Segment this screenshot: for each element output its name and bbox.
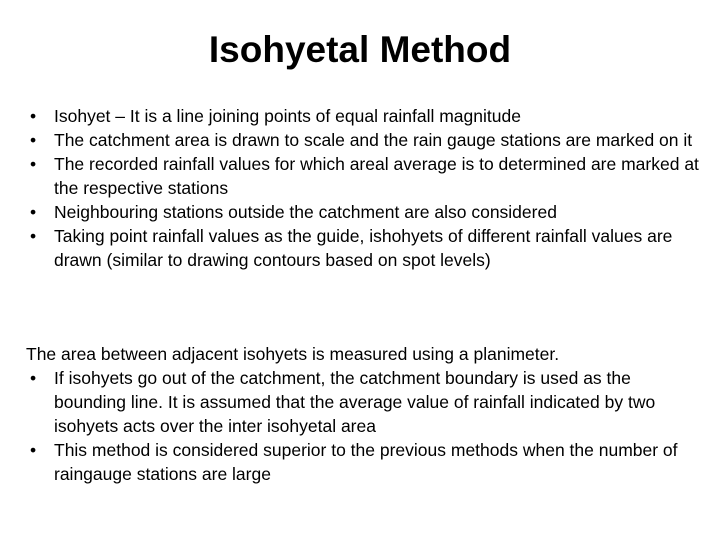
bullet-text: This method is considered superior to the previous methods when the number of raingauge stations are large bbox=[54, 440, 678, 484]
bullet-dot: • bbox=[30, 130, 37, 150]
bullet-dot: • bbox=[30, 440, 37, 460]
bullet-dot: • bbox=[30, 368, 37, 388]
slide-title: Isohyetal Method bbox=[208, 29, 512, 70]
bullet-dot: • bbox=[30, 106, 37, 126]
bullet-dot: • bbox=[30, 226, 37, 246]
bullet-dot: • bbox=[30, 154, 37, 174]
bullet-text: The catchment area is drawn to scale and the rain gauge stations are marked on it bbox=[54, 130, 693, 150]
bullet-item bbox=[30, 104, 702, 128]
paragraph-planimeter: The area between adjacent isohyets is measured using a planimeter. bbox=[26, 344, 560, 364]
bullet-text: Taking point rainfall values as the guide, ishohyets of different rainfall values are drawn (similar to drawing contours based on spot levels) bbox=[54, 226, 673, 270]
bullet-list-boundary bbox=[30, 366, 702, 486]
bullet-text: Neighbouring stations outside the catchment are also considered bbox=[54, 202, 557, 222]
bullet-text: The recorded rainfall values for which areal average is to determined are marked at the respective stations bbox=[54, 154, 699, 198]
bullet-item bbox=[30, 438, 702, 486]
bullet-item bbox=[30, 200, 702, 224]
bullet-item bbox=[30, 152, 702, 200]
bullet-item bbox=[30, 128, 702, 152]
bullet-list-definitions bbox=[30, 104, 702, 272]
bullet-item bbox=[30, 366, 702, 438]
bullet-dot: • bbox=[30, 202, 37, 222]
bullet-item bbox=[30, 224, 702, 272]
bullet-text: Isohyet – It is a line joining points of equal rainfall magnitude bbox=[54, 106, 521, 126]
bullet-text: If isohyets go out of the catchment, the catchment boundary is used as the bounding line. It is assumed that the average value of rainfall indicated by two isohyets acts over the inter isohyetal area bbox=[54, 368, 656, 436]
